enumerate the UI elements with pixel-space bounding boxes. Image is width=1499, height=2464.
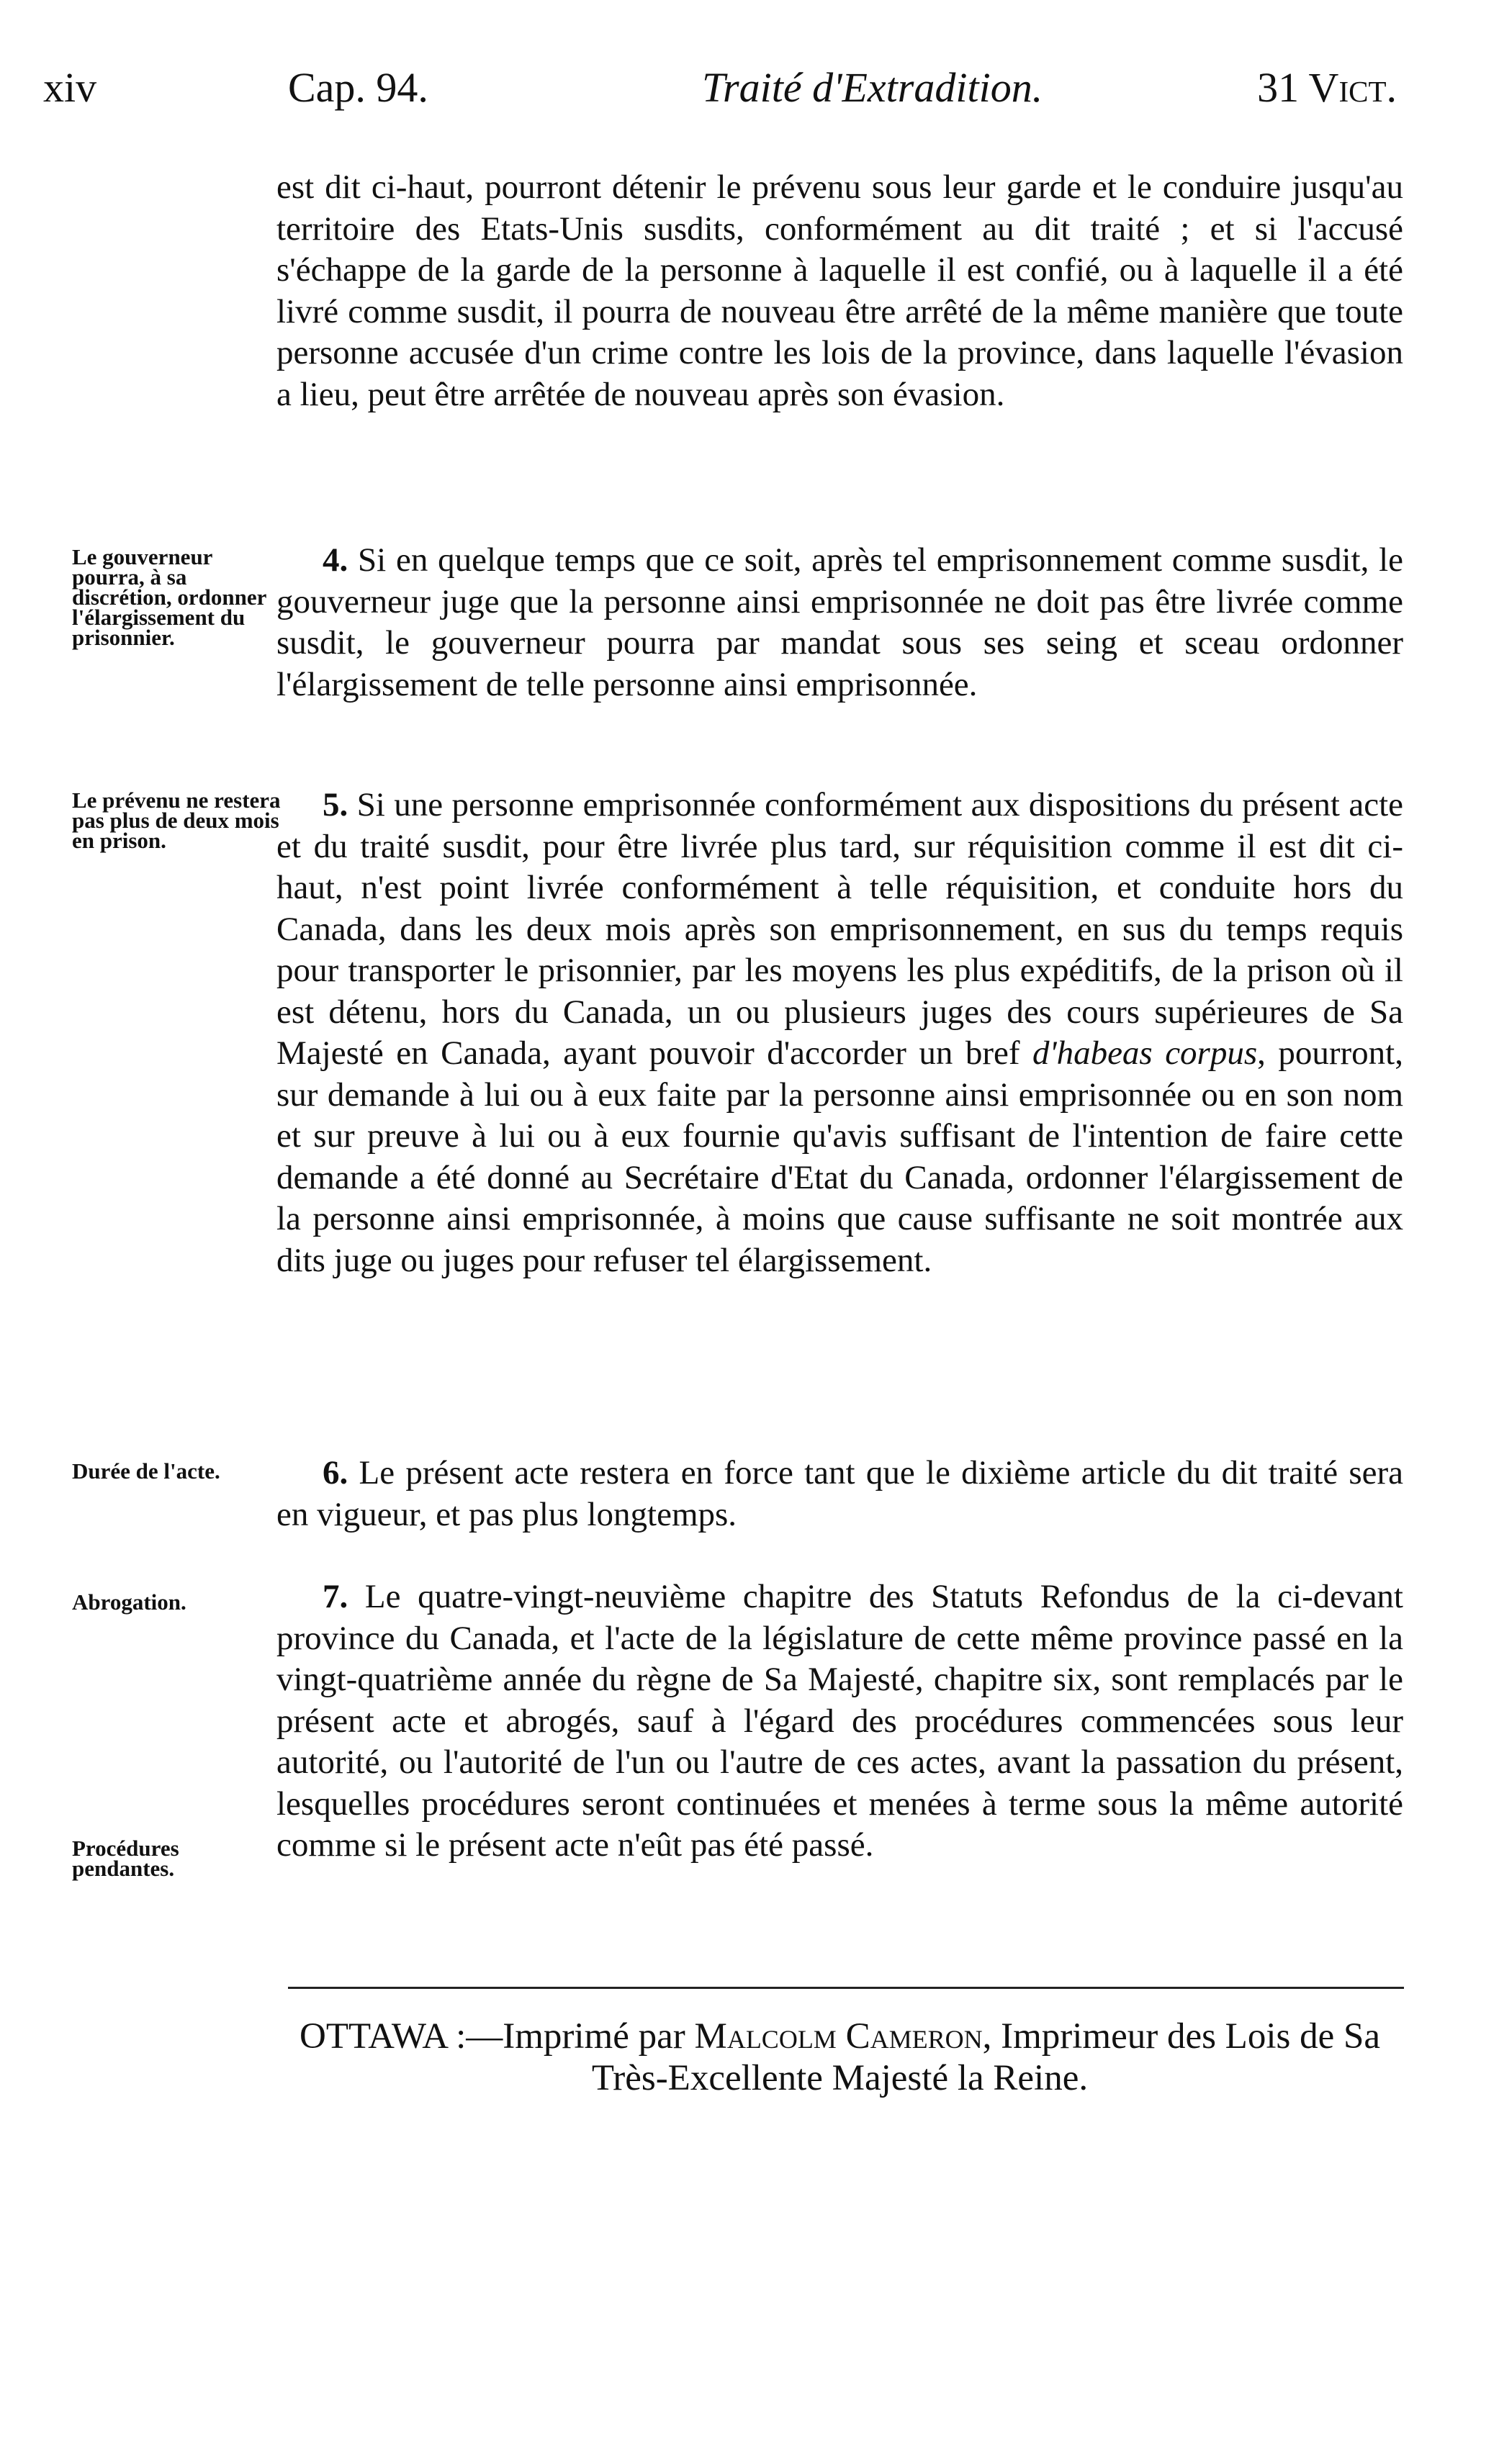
section-6-number: 6. bbox=[323, 1454, 348, 1492]
margin-note-section-6: Durée de l'acte. bbox=[72, 1458, 220, 1484]
section-5-text-before: Si une personne emprisonnée conformément aux dispositions du présent acte et du traité susdit, pour être livrée plus tard, sur réquisition comme il est dit ci-haut, n'est point livrée conformément à telle réquisition, et conduite hors du Canada, dans les deux mois après son emprisonnement, en sus du temps requis pour transporter le prisonnier, par les moyens les plus expéditifs, de la prison où il est détenu, hors du Canada, un ou plusieurs juges des cours supérieures de Sa Majesté en Canada, ayant pouvoir d'accorder un bref bbox=[276, 786, 1404, 1072]
section-4 bbox=[276, 540, 1403, 705]
section-5-text-after: , pourront, sur demande à lui ou à eux faite par la personne ainsi emprisonnée ou en son nom et sur preuve à lui ou à eux fournie qu'avis suffisant de l'intention de faire cette demande a été donné au Secrétaire d'Etat du Canada, ordonner l'élargissement de la personne ainsi emprisonnée, à moins que cause suffisante ne soit montrée aux dits juge ou juges pour refuser tel élargissement. bbox=[276, 1034, 1403, 1279]
section-6 bbox=[276, 1453, 1403, 1535]
regnal-year: 31 Vict. bbox=[1257, 64, 1397, 111]
imprint-prefix: OTTAWA :—Imprimé par bbox=[300, 2016, 685, 2057]
running-header bbox=[43, 63, 1397, 128]
imprint-printer-name: Malcolm Cameron bbox=[694, 2016, 983, 2057]
imprint-suffix: , Imprimeur des Lois de Sa Très-Excellente Majesté la Reine. bbox=[591, 2016, 1380, 2098]
chapter-label: Cap. 94. bbox=[288, 64, 428, 111]
section-7-number: 7. bbox=[323, 1578, 348, 1615]
section-5-number: 5. bbox=[323, 786, 348, 823]
section-5 bbox=[276, 785, 1403, 1281]
imprint-footer bbox=[276, 2016, 1403, 2099]
section-7-text: Le quatre-vingt-neuvième chapitre des Statuts Refondus de la ci-devant province du Canada, et l'acte de la législature de cette même province passé en la vingt-quatrième année du règne de Sa Majesté, chapitre six, sont remplacés par le présent acte et abrogés, sauf à l'égard des procédures commencées sous leur autorité, ou l'autorité de l'un ou l'autre de ces actes, avant la passation du présent, lesquelles procédures seront continuées et menées à terme sous la même autorité comme si le présent acte n'eût pas été passé. bbox=[276, 1578, 1403, 1864]
margin-note-abrogation: Abrogation. bbox=[72, 1589, 186, 1615]
margin-note-section-4: Le gouverneur pourra, à sa discrétion, ordonner l'élargissement du prisonnier. bbox=[72, 544, 266, 650]
margin-note-pending-procedures: Procédures pendantes. bbox=[72, 1836, 179, 1881]
margin-note-section-5: Le prévenu ne restera pas plus de deux mois en prison. bbox=[72, 788, 281, 853]
footer-rule bbox=[288, 1987, 1404, 1989]
continuation-text: est dit ci-haut, pourront détenir le prévenu sous leur garde et le conduire jusqu'au territoire des Etats-Unis susdits, conformément au dit traité ; et si l'accusé s'échappe de la garde de la personne à laquelle il est confié, ou à laquelle il a été livré comme susdit, il pourra de nouveau être arrêté de la même manière que toute personne accusée d'un crime contre les lois de la province, dans laquelle l'évasion a lieu, peut être arrêtée de nouveau après son évasion. bbox=[276, 168, 1403, 413]
running-title: Traité d'Extradition. bbox=[702, 64, 1043, 111]
page-number: xiv bbox=[43, 64, 97, 111]
section-7 bbox=[276, 1576, 1403, 1867]
section-5-italic-term: d'habeas corpus bbox=[1032, 1034, 1258, 1072]
section-4-number: 4. bbox=[323, 541, 348, 579]
continuation-paragraph bbox=[276, 167, 1403, 415]
section-6-text: Le présent acte restera en force tant que le dixième article du dit traité sera en vigueur, et pas plus longtemps. bbox=[276, 1454, 1403, 1533]
section-4-text: Si en quelque temps que ce soit, après tel emprisonnement comme susdit, le gouverneur juge que la personne ainsi emprisonnée ne doit pas être livrée comme susdit, le gouverneur pourra par mandat sous ses seing et sceau ordonner l'élargissement de telle personne ainsi emprisonnée. bbox=[276, 541, 1404, 703]
